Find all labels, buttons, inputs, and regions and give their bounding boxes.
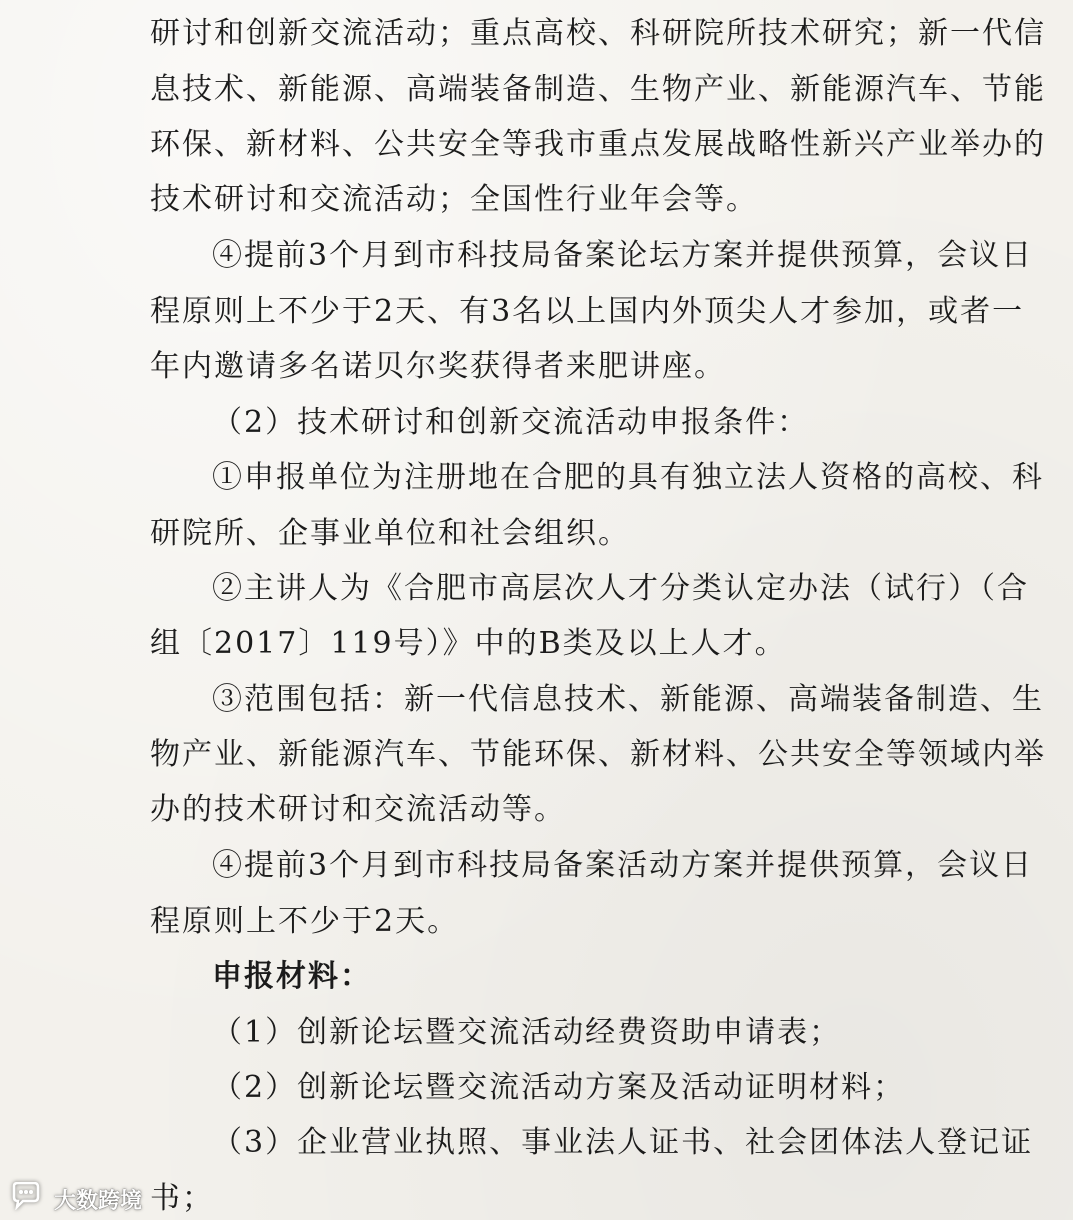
text-line: 程原则上不少于2天、有3名以上国内外顶尖人才参加，或者一 <box>150 294 1025 329</box>
chat-bubble-icon <box>10 1182 46 1216</box>
text-line: 办的技术研讨和交流活动等。 <box>150 792 566 827</box>
text-line: （2）创新论坛暨交流活动方案及活动证明材料； <box>212 1070 906 1105</box>
text-line: ④提前3个月到市科技局备案论坛方案并提供预算，会议日 <box>212 238 1034 273</box>
text-line: 程原则上不少于2天。 <box>150 904 460 939</box>
section-heading: 申报材料： <box>212 959 372 994</box>
text-line: 组〔2017〕119号）》中的B类及以上人才。 <box>150 626 787 661</box>
text-line: 技术研讨和交流活动；全国性行业年会等。 <box>150 182 758 217</box>
text-line: ①申报单位为注册地在合肥的具有独立法人资格的高校、科 <box>212 460 1044 495</box>
text-line: 年内邀请多名诺贝尔奖获得者来肥讲座。 <box>150 349 726 384</box>
watermark-text: 大数跨境 <box>54 1188 143 1214</box>
text-line: 环保、新材料、公共安全等我市重点发展战略性新兴产业举办的 <box>150 127 1046 162</box>
text-line: 物产业、新能源汽车、节能环保、新材料、公共安全等领域内举 <box>150 737 1046 772</box>
text-line: ②主讲人为《合肥市高层次人才分类认定办法（试行）（合 <box>212 571 1029 606</box>
text-line: ④提前3个月到市科技局备案活动方案并提供预算，会议日 <box>212 848 1034 883</box>
text-line: （1）创新论坛暨交流活动经费资助申请表； <box>212 1015 842 1050</box>
text-line: 息技术、新能源、高端装备制造、生物产业、新能源汽车、节能 <box>150 72 1046 107</box>
text-line: （3）企业营业执照、事业法人证书、社会团体法人登记证 <box>212 1125 1034 1160</box>
text-line: ③范围包括：新一代信息技术、新能源、高端装备制造、生 <box>212 682 1044 717</box>
text-line: 研院所、企事业单位和社会组织。 <box>150 516 630 551</box>
text-line: 研讨和创新交流活动；重点高校、科研院所技术研究；新一代信 <box>150 16 1046 51</box>
text-line: 书； <box>150 1181 214 1216</box>
watermark <box>10 1182 142 1216</box>
text-line: （2）技术研讨和创新交流活动申报条件： <box>212 405 810 440</box>
